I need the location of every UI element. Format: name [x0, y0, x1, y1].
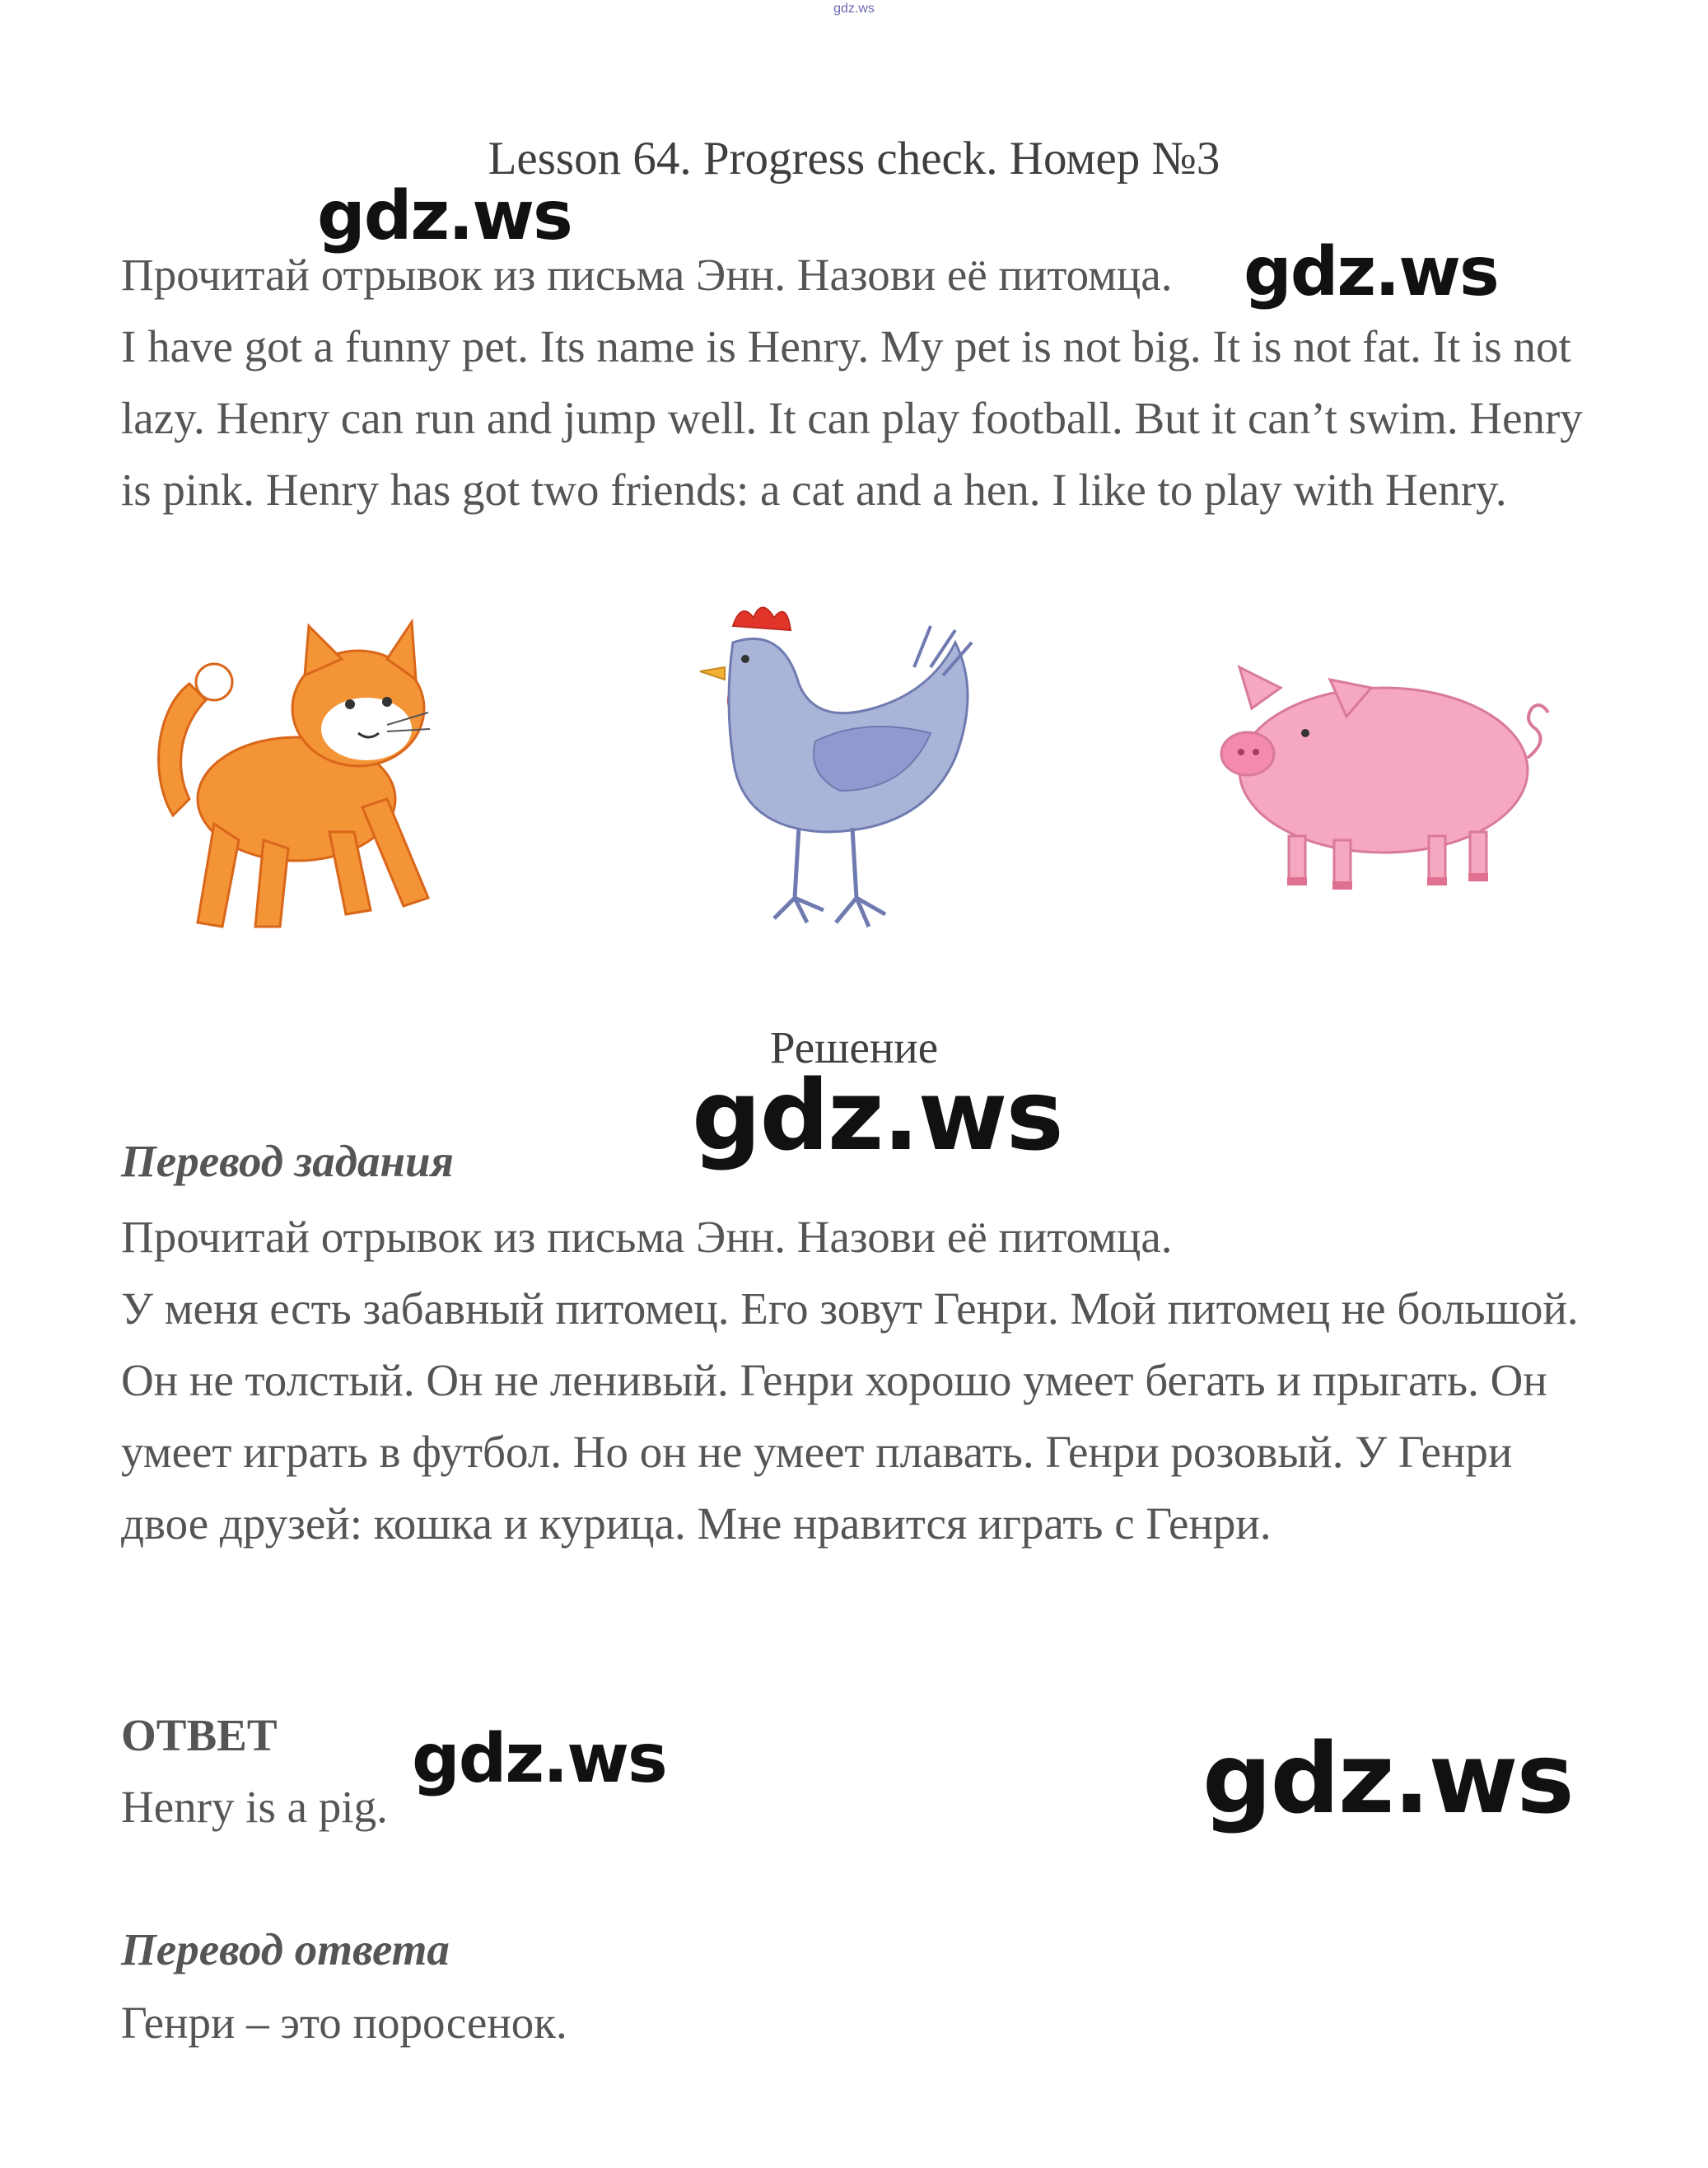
answer-translation-text: Генри – это поросенок. — [121, 1997, 567, 2048]
answer-text: Henry is a pig. — [121, 1782, 388, 1832]
translation-instruction: Прочитай отрывок из письма Энн. Назови её питомца. — [121, 1212, 1173, 1262]
watermark: gdz.ws — [1244, 233, 1498, 311]
pig-illustration — [1211, 651, 1556, 906]
page-title: Lesson 64. Progress check. Номер №3 — [488, 133, 1220, 185]
task-text: I have got a funny pet. Its name is Henry. My pet is not big. It is not fat. It is not lazy. Henry can run and jump well. It can play football. But it can’t swim. Henry is pink. Henry has got two friends: a cat and a hen. I like to play with Henry. — [121, 321, 1583, 515]
watermark: gdz.ws — [692, 1058, 1062, 1172]
top-watermark: gdz.ws — [833, 2, 875, 16]
watermark: gdz.ws — [1202, 1722, 1573, 1835]
cat-illustration — [140, 610, 486, 956]
watermark: gdz.ws — [412, 1720, 666, 1798]
translation-text: У меня есть забавный питомец. Его зовут Генри. Мой питомец не большой. Он не толстый. Он не ленивый. Генри хорошо умеет бегать и прыгать. Он умеет играть в футбол. Но он не умеет плавать. Генри розовый. У Генри двое друзей: кошка и курица. Мне нравится играть с Генри. — [121, 1283, 1579, 1549]
translation-heading: Перевод задания — [121, 1136, 454, 1186]
answer-translation-heading: Перевод ответа — [121, 1924, 450, 1974]
task-instruction: Прочитай отрывок из письма Энн. Назови её питомца. — [121, 250, 1173, 300]
answer-heading: ОТВЕТ — [121, 1710, 278, 1760]
translation-block — [121, 1201, 1595, 1559]
solution-heading: Решение — [769, 1022, 939, 1072]
watermark: gdz.ws — [317, 177, 572, 255]
hen-illustration — [684, 593, 1013, 964]
